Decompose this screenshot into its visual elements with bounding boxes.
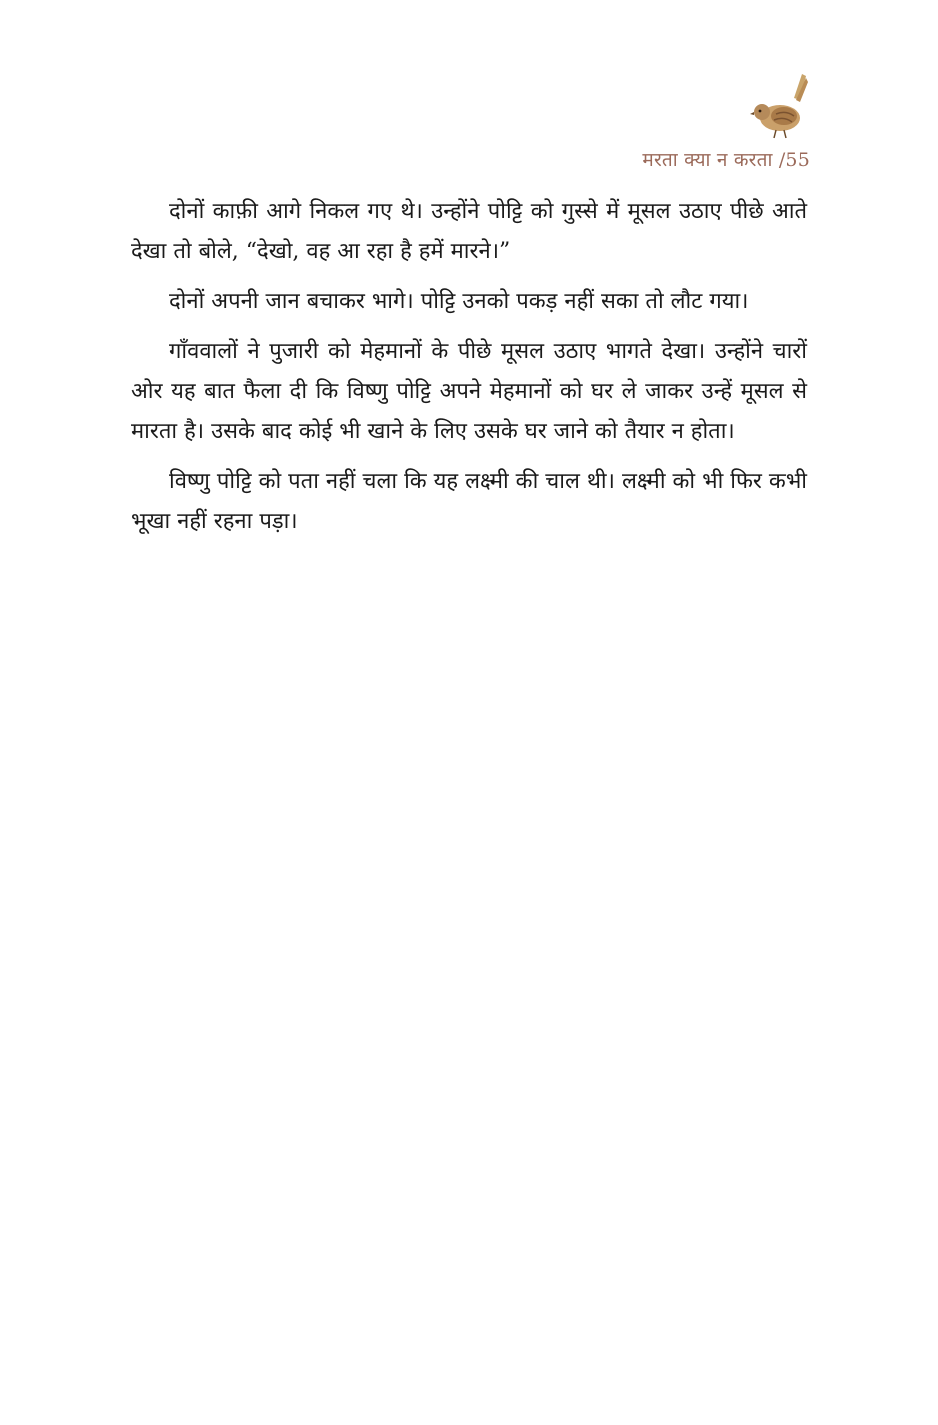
page-body	[131, 192, 807, 552]
running-head	[642, 146, 810, 172]
paragraph: दोनों अपनी जान बचाकर भागे। पोट्टि उनको पकड़ नहीं सका तो लौट गया।	[169, 289, 749, 314]
paragraph: दोनों काफ़ी आगे निकल गए थे। उन्होंने पोट्टि को गुस्से में मूसल उठाए पीछे आते देखा तो बोले, “देखो, वह आ रहा है हमें मारने।”	[131, 199, 807, 264]
running-title: मरता क्या न करता	[642, 149, 773, 171]
sparrow-illustration-icon	[750, 70, 810, 140]
paragraph: विष्णु पोट्टि को पता नहीं चला कि यह लक्ष्मी की चाल थी। लक्ष्मी को भी फिर कभी भूखा नहीं रहना पड़ा।	[131, 469, 807, 534]
page-header	[510, 70, 810, 170]
paragraph: गाँववालों ने पुजारी को मेहमानों के पीछे मूसल उठाए भागते देखा। उन्होंने चारों ओर यह बात फैला दी कि विष्णु पोट्टि अपने मेहमानों को घर ले जाकर उन्हें मूसल से मारता है। उसके बाद कोई भी खाने के लिए उसके घर जाने को तैयार न होता।	[131, 339, 807, 444]
page-number: /55	[778, 149, 810, 171]
